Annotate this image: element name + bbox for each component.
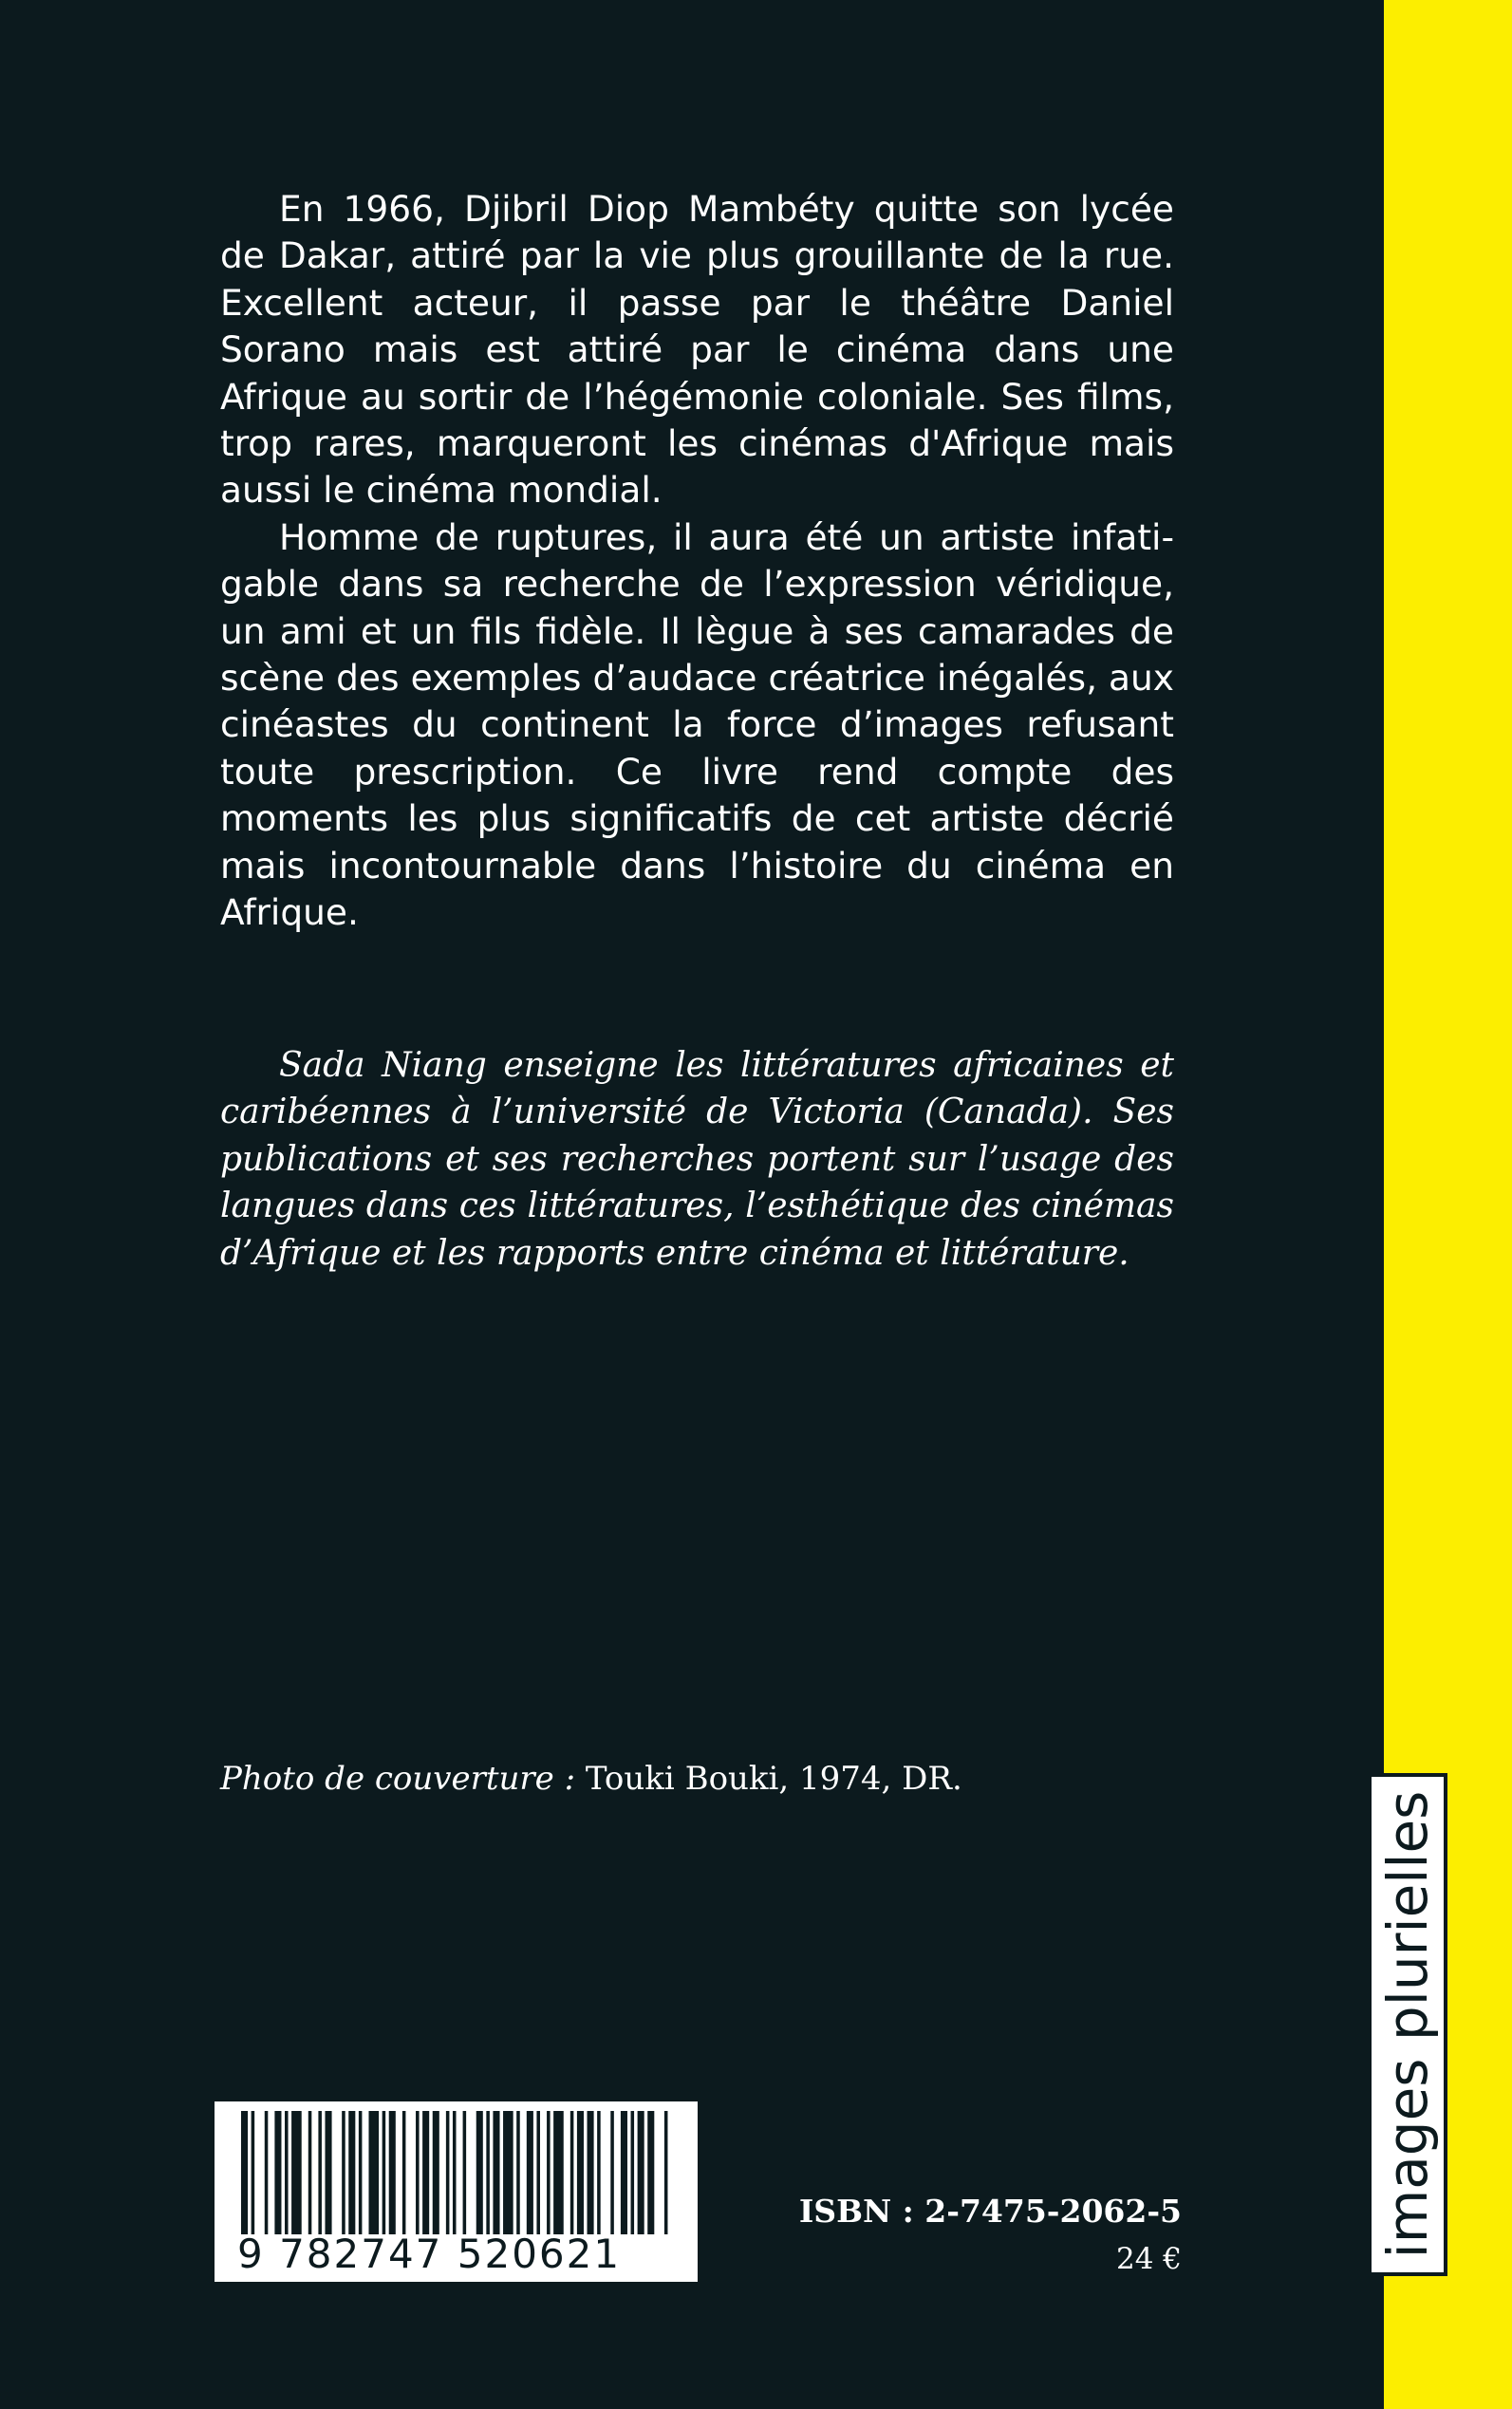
barcode-bar [325,2111,331,2234]
barcode-bar [647,2111,654,2234]
barcode-bar [318,2111,322,2234]
barcode-bar [416,2111,420,2234]
barcode-bar [368,2111,379,2234]
barcode-bar [527,2111,533,2234]
barcode-bars [241,2111,671,2234]
barcode-bar [577,2111,584,2234]
barcode-bar [402,2111,406,2234]
barcode-bar [588,2111,594,2234]
barcode-bar [463,2111,467,2234]
photo-credit-value: Touki Bouki, 1974, DR. [585,1760,962,1798]
barcode-bar [433,2111,439,2234]
author-bio [220,1042,1174,1277]
barcode-bar [570,2111,574,2234]
barcode-bar [265,2111,269,2234]
isbn-number: ISBN : 2-7475-2062-5 [798,2193,1182,2230]
barcode-bar [536,2111,540,2234]
barcode-bar [342,2111,345,2234]
author-bio-text: Sada Niang enseigne les littératures africaines et caribéennes à l’université de Victoria (Canada). Ses publications et ses recherches portent sur l’usage des langues dans ces littératures, l’esthétique des cinémas d’Afrique et les rapports entre cinéma et littérature. [220,1046,1174,1273]
book-summary [220,186,1174,937]
barcode-bar [308,2111,312,2234]
barcode-bar [274,2111,281,2234]
barcode-bar [252,2111,255,2234]
photo-credit [220,1760,962,1798]
barcode-bar [389,2111,396,2234]
barcode-bar [516,2111,520,2234]
barcode-bar [476,2111,483,2234]
barcode-bar [285,2111,289,2234]
barcode-bar [503,2111,513,2234]
photo-credit-label: Photo de couverture : [220,1760,576,1798]
barcode-bar [664,2111,668,2234]
barcode [215,2101,698,2282]
barcode-bar [621,2111,627,2234]
barcode-bar [241,2111,248,2234]
summary-paragraph-1: En 1966, Djibril Diop Mambéty quitte son lycée de Dakar, attiré par la vie plus grouillante de la rue. Excellent acteur, il passe par le théâtre Daniel Sorano mais est attiré par le cinéma dans une Afrique au sortir de l’hégémonie coloniale. Ses films, trop rares, marqueront les cinémas d'Afrique mais aussi le cinéma mondial. [220,188,1174,512]
barcode-bar [547,2111,551,2234]
barcode-bar [422,2111,429,2234]
barcode-bar [291,2111,302,2234]
barcode-bar [446,2111,450,2234]
barcode-bar [638,2111,644,2234]
barcode-bar [383,2111,386,2234]
barcode-bar [631,2111,635,2234]
barcode-digits: 9 782747 520621 [237,2231,622,2277]
price: 24 € [1115,2242,1182,2276]
series-label [1368,1773,1447,2276]
barcode-bar [610,2111,614,2234]
barcode-bar [597,2111,601,2234]
summary-paragraph-2: Homme de ruptures, il aura été un artiste infatigable dans sa recherche de l’expression véridique, un ami et un fils fidèle. Il lègue à ses camarades de scène des exemples d’audace créatrice inégalés, aux cinéastes du continent la force d’images refusant toute prescription. Ce livre rend compte des moments les plus significatifs de cet artiste décrié mais incontournable dans l’histoire du cinéma en Afrique. [220,515,1174,934]
barcode-bar [453,2111,457,2234]
series-title: images plurielles [1375,1790,1440,2259]
barcode-bar [493,2111,499,2234]
barcode-bar [486,2111,490,2234]
barcode-bar [359,2111,363,2234]
barcode-bar [553,2111,564,2234]
barcode-bar [348,2111,355,2234]
